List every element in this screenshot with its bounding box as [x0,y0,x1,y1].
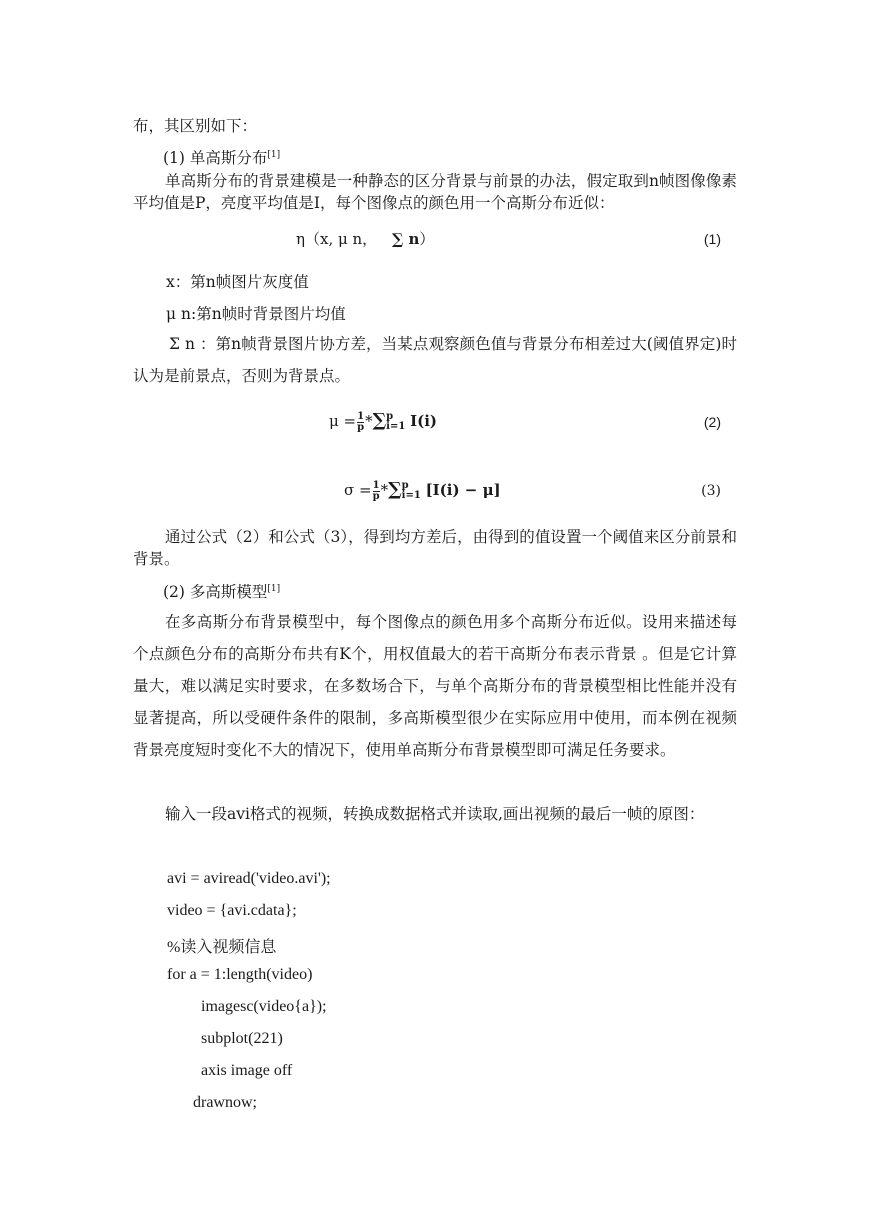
equation-2-number: (2) [703,414,721,430]
code-line: imagesc(video{a}); [201,998,327,1015]
code-comment: %读入视频信息 [167,939,277,956]
equation-1-sigma: ∑ n [391,230,420,248]
paragraph-single-gaussian: 单高斯分布的背景建模是一种静态的区分背景与前景的办法，假定取到n帧图像像素平均值是P，亮度平均值是I，每个图像点的颜色用一个高斯分布近似： [133,172,737,212]
code-line: for a = 1:length(video) [167,966,313,983]
equation-2-lhs: μ = [329,412,357,430]
paragraph-threshold: 通过公式（2）和公式（3），得到均方差后，由得到的值设置一个阈值来区分前景和背景。 [133,528,737,568]
section-heading-multi-gaussian [163,580,280,602]
code-line: avi = aviread('video.avi'); [167,870,331,887]
citation-ref: [1] [267,150,281,160]
code-line: drawnow; [193,1094,257,1111]
text-line-continuation: 布，其区别如下： [133,117,258,135]
equation-2 [329,410,437,433]
code-line: subplot(221) [201,1030,283,1047]
multiply-sign: * [380,481,389,499]
code-line: video = {avi.cdata}; [167,902,297,919]
heading-text: (1) 单高斯分布 [163,149,268,167]
multiply-sign: * [365,412,373,430]
definition-sigma: Σ n ：第n帧背景图片协方差，当某点观察颜色值与背景分布相差过大(阈值界定)时认为是前景点，否则为背景点。 [133,335,737,385]
equation-1-number: (1) [703,231,721,247]
equation-3 [344,479,501,502]
fraction: $\frac{1}{p}$ [372,479,380,502]
paragraph-video-input: 输入一段avi格式的视频，转换成数据格式并读取,画出视频的最后一帧的原图： [165,805,705,823]
sum-limits: p i=1 [386,411,406,432]
equation-3-body: [I(i) − μ] [425,481,501,499]
sum-sign: ∑ [372,410,387,431]
definition-mu: μ n:第n帧时背景图片均值 [166,305,346,323]
definition-x: x：第n帧图片灰度值 [166,273,309,291]
fraction: $\frac{1}{p}$ [357,410,365,433]
equation-2-body: I(i) [410,412,437,430]
paragraph-multi-gaussian: 在多高斯分布背景模型中，每个图像点的颜色用多个高斯分布近似。设用来描述每个点颜色分布的高斯分布共有K个，用权值最大的若干高斯分布表示背景 。但是它计算量大，难以满足实时要求，在多数场合下，与单个高斯分布的背景模型相比性能并没有显著提高，所以受硬件条件的限制，多高斯模型很少在实际应用中使用，而本例在视频背景亮度短时变化不大的情况下，使用单高斯分布背景模型即可满足任务要求。 [133,613,737,759]
sum-sign: ∑ [388,479,402,500]
citation-ref: [1] [267,584,281,594]
heading-text: (2) 多高斯模型 [163,583,268,601]
sum-limits: p i=1 [401,480,421,501]
equation-1-close: ） [419,230,435,248]
section-heading-single-gaussian [163,146,280,168]
code-line: axis image off [201,1062,293,1079]
equation-1-text: η（x, μ n， [296,230,378,248]
equation-3-lhs: σ = [344,481,372,499]
equation-3-number: (3) [701,483,721,499]
equation-1 [296,228,434,249]
